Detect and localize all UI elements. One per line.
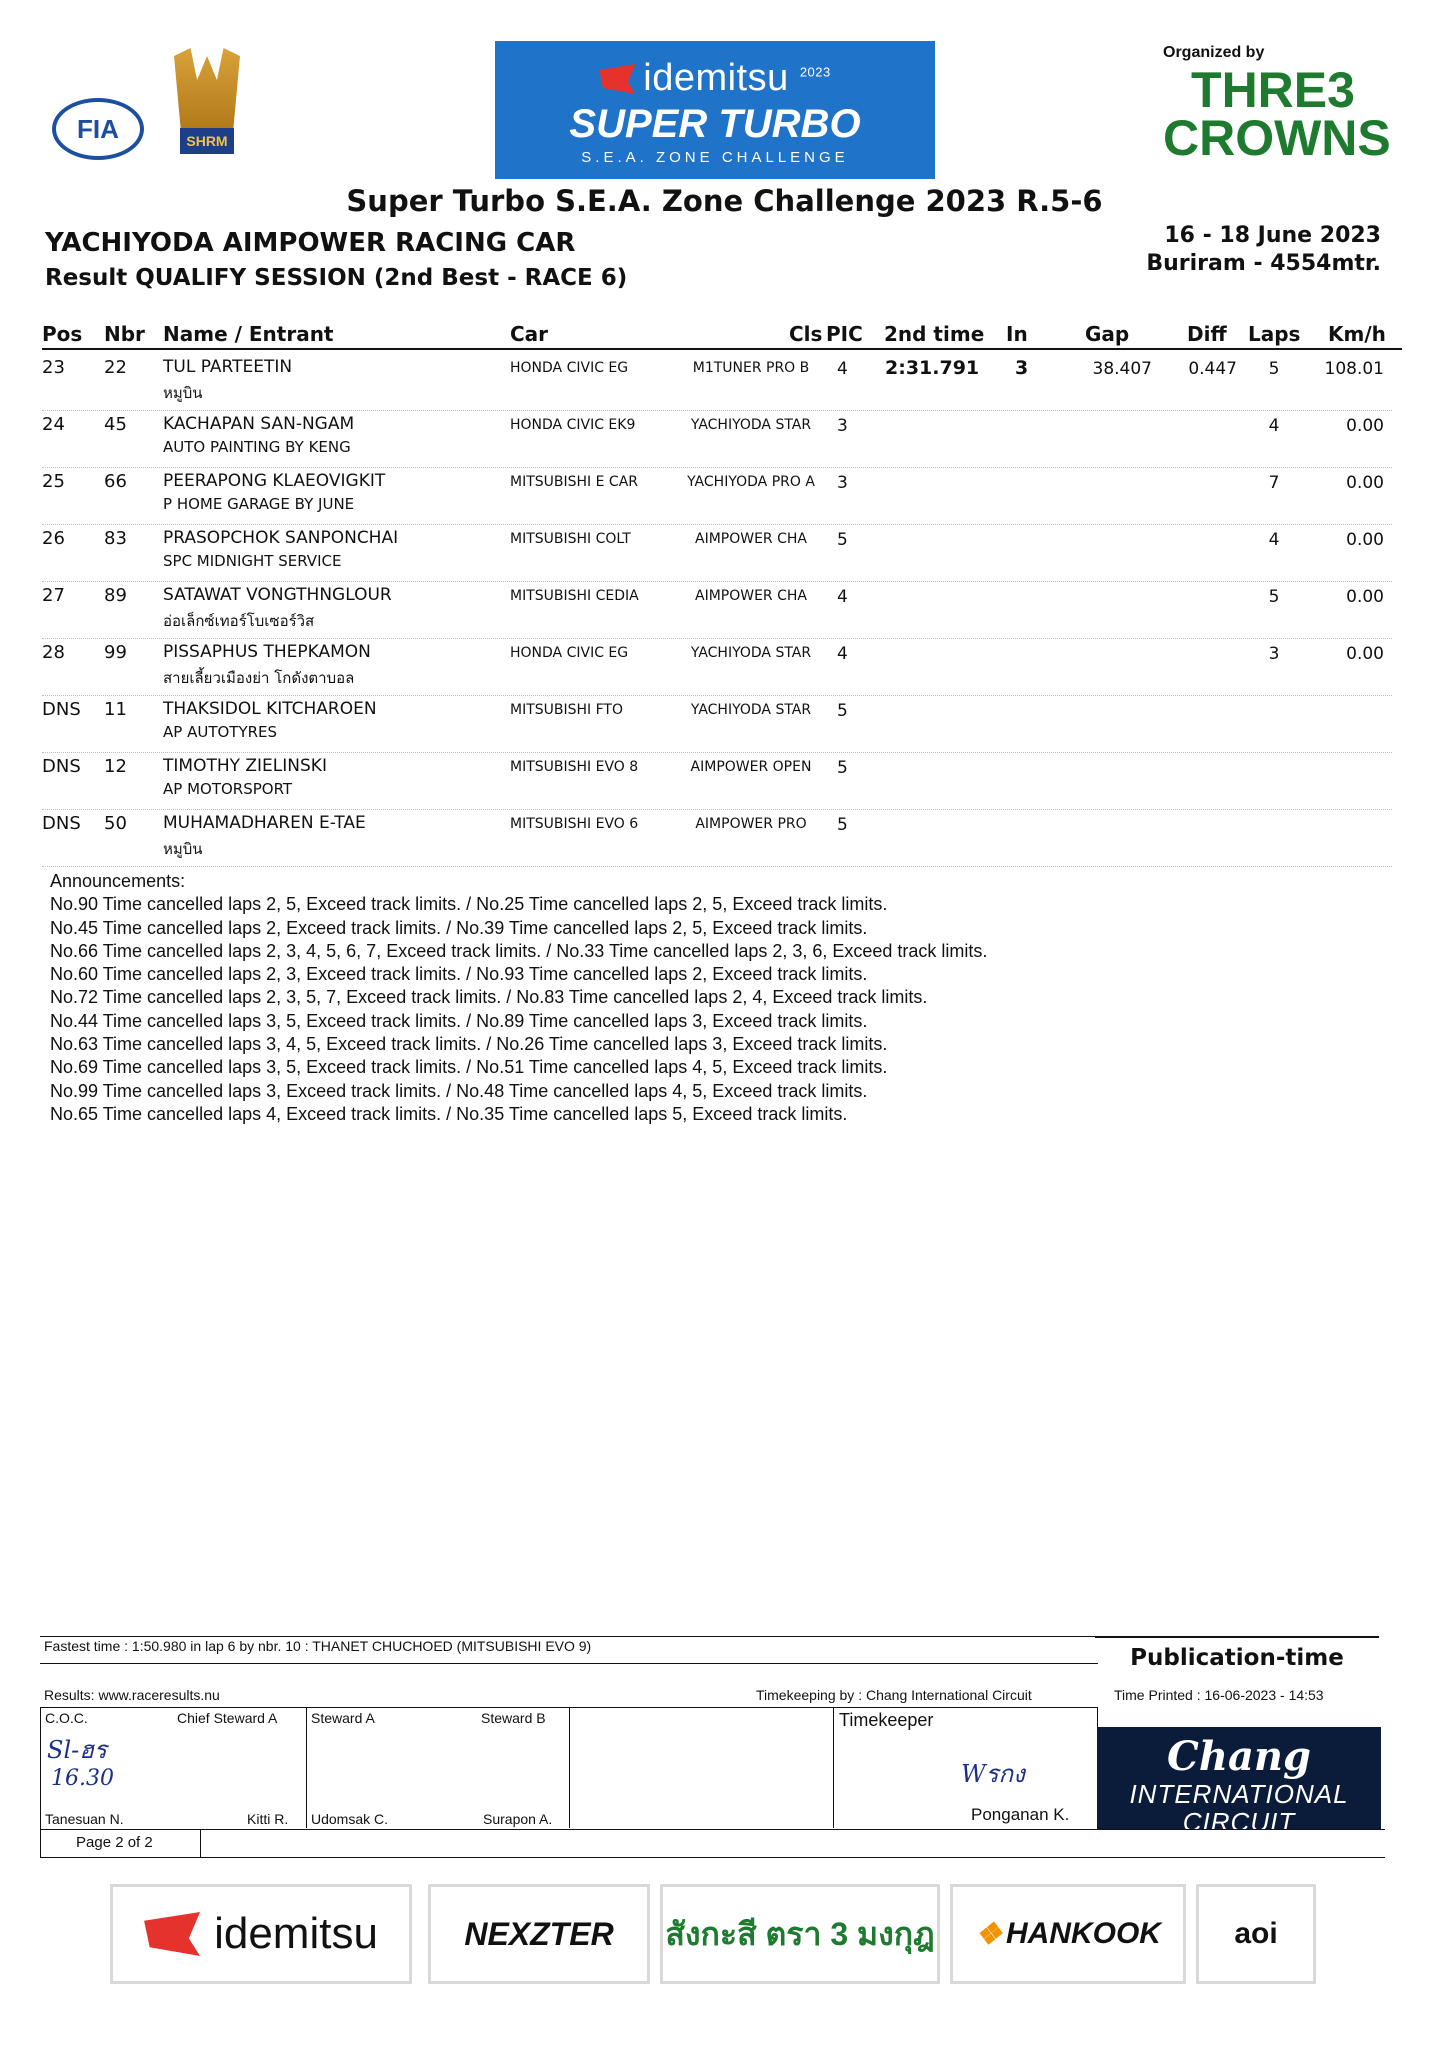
sponsor-hankook (950, 1884, 1186, 1984)
row-nbr: 22 (104, 357, 127, 378)
sponsor-aoi (1196, 1884, 1316, 1984)
event-name: YACHIYODA AIMPOWER RACING CAR (45, 228, 576, 258)
banner-subtitle: S.E.A. ZONE CHALLENGE (581, 149, 849, 166)
row-driver-name: TUL PARTEETIN (163, 357, 293, 377)
page-divider (200, 1830, 201, 1857)
row-in-lap: 3 (1015, 357, 1029, 379)
idemitsu-flag-icon (144, 1912, 200, 1956)
table-row (42, 410, 1392, 468)
sponsor-nexzter-text: NEXZTER (464, 1915, 614, 1952)
row-class: M1TUNER PRO B (692, 360, 810, 376)
row-entrant: AP AUTOTYRES (163, 723, 278, 741)
row-pos: DNS (42, 813, 81, 834)
event-dates: 16 - 18 June 2023 (1164, 223, 1381, 248)
page-box (40, 1829, 1385, 1858)
row-pos: 24 (42, 414, 65, 435)
row-nbr: 89 (104, 585, 127, 606)
row-kmh: 0.00 (1346, 587, 1384, 607)
idemitsu-flag-icon (599, 64, 635, 94)
col-cls: Cls (789, 322, 823, 346)
table-row (42, 353, 1392, 411)
publication-time-label: Publication-time (1130, 1645, 1344, 1671)
announcement-line: No.66 Time cancelled laps 2, 3, 4, 5, 6, 7, Exceed track limits. / No.33 Time cancelled laps 2, 3, 6, Exceed track limits. (50, 940, 988, 961)
row-nbr: 11 (104, 699, 127, 720)
row-pos: DNS (42, 699, 81, 720)
row-nbr: 50 (104, 813, 127, 834)
table-row (42, 752, 1392, 810)
time-printed: Time Printed : 16-06-2023 - 14:53 (1114, 1687, 1324, 1703)
row-pic: 3 (837, 416, 848, 436)
coc-signed-time: 16.30 (51, 1766, 114, 1791)
steward-b-label: Steward B (481, 1710, 546, 1726)
row-entrant: AP MOTORSPORT (163, 780, 293, 798)
timekeeper-label: Timekeeper (839, 1710, 934, 1730)
col-nbr: Nbr (104, 322, 145, 346)
row-kmh: 0.00 (1346, 416, 1384, 436)
row-nbr: 83 (104, 528, 127, 549)
fia-logo-text: FIA (77, 113, 119, 144)
col-pos: Pos (42, 322, 83, 346)
row-class: YACHIYODA PRO A (687, 474, 815, 490)
row-kmh: 0.00 (1346, 644, 1384, 664)
row-pos: DNS (42, 756, 81, 777)
col-laps: Laps (1248, 322, 1301, 346)
sponsor-idemitsu-text: idemitsu (214, 1909, 378, 1958)
row-class: YACHIYODA STAR (690, 645, 812, 661)
announcement-line: No.45 Time cancelled laps 2, Exceed track limits. / No.39 Time cancelled laps 2, 5, Exceed track limits. (50, 917, 868, 938)
row-laps: 3 (1268, 644, 1280, 664)
row-car: HONDA CIVIC EG (510, 360, 629, 376)
row-pic: 4 (837, 359, 848, 379)
announcements-title: Announcements: (50, 871, 186, 891)
announcement-line: No.90 Time cancelled laps 2, 5, Exceed track limits. / No.25 Time cancelled laps 2, 5, Exceed track limits. (50, 894, 888, 915)
row-entrant: สายเลี้ยวเมืองย่า โกดังตาบอล (163, 669, 355, 687)
row-2nd-time: 2:31.791 (885, 357, 980, 379)
timekeeper-name: Ponganan K. (971, 1805, 1070, 1824)
shrm-crest-icon (174, 48, 240, 128)
super-turbo-banner (495, 41, 935, 179)
coc-name: Tanesuan N. (45, 1811, 124, 1827)
row-pos: 27 (42, 585, 65, 606)
row-diff: 0.447 (1188, 359, 1237, 379)
row-class: YACHIYODA STAR (690, 702, 812, 718)
col-pic: PIC (826, 322, 863, 346)
signature-grid (40, 1707, 1098, 1829)
row-car: MITSUBISHI EVO 6 (510, 816, 639, 832)
table-row (42, 524, 1392, 582)
row-pic: 5 (837, 530, 848, 550)
announcement-line: No.63 Time cancelled laps 3, 4, 5, Exceed track limits. / No.26 Time cancelled laps 3, Exceed track limits. (50, 1034, 888, 1055)
banner-title: SUPER TURBO (569, 102, 861, 146)
row-driver-name: THAKSIDOL KITCHAROEN (163, 699, 377, 719)
announcement-line: No.44 Time cancelled laps 3, 5, Exceed track limits. / No.89 Time cancelled laps 3, Exceed track limits. (50, 1010, 868, 1031)
chief-steward-label: Chief Steward A (177, 1710, 278, 1726)
col-name: Name / Entrant (163, 322, 334, 346)
row-entrant: อ่อเล็กซ์เทอร์โบเซอร์วิส (163, 612, 315, 630)
row-laps: 5 (1268, 359, 1280, 379)
sponsor-three-crowns-text: สังกะสี ตรา 3 มงกุฎ (665, 1915, 935, 1952)
row-class: AIMPOWER OPEN (690, 759, 812, 775)
table-row (42, 638, 1392, 696)
col-2nd-time: 2nd time (884, 322, 985, 346)
banner-brand-text: idemitsu (643, 57, 789, 99)
sponsor-hankook-text: HANKOOK (1005, 1917, 1161, 1950)
organizer-logo (1163, 62, 1391, 166)
footer-top-rule (40, 1636, 1098, 1637)
row-pos: 25 (42, 471, 65, 492)
table-row (42, 809, 1392, 867)
row-driver-name: PEERAPONG KLAEOVIGKIT (163, 471, 386, 491)
row-car: MITSUBISHI COLT (510, 531, 631, 547)
row-pic: 5 (837, 701, 848, 721)
row-driver-name: KACHAPAN SAN-NGAM (163, 414, 355, 434)
chang-logo-line2: INTERNATIONAL (1129, 1779, 1349, 1809)
steward-a-name: Udomsak C. (311, 1811, 389, 1827)
results-table-header (42, 322, 1402, 350)
row-kmh: 0.00 (1346, 473, 1384, 493)
announcement-line: No.65 Time cancelled laps 4, Exceed track limits. / No.35 Time cancelled laps 5, Exceed track limits. (50, 1103, 848, 1124)
sponsor-nexzter (428, 1884, 650, 1984)
row-pic: 4 (837, 587, 848, 607)
col-kmh: Km/h (1328, 322, 1386, 346)
row-car: MITSUBISHI EVO 8 (510, 759, 639, 775)
row-driver-name: SATAWAT VONGTHNGLOUR (163, 585, 392, 605)
sponsor-three-crowns (660, 1884, 940, 1984)
table-row (42, 695, 1392, 753)
row-car: HONDA CIVIC EK9 (510, 417, 636, 433)
document-title: Super Turbo S.E.A. Zone Challenge 2023 R.5-6 (346, 184, 1103, 218)
col-in: In (1006, 322, 1028, 346)
sig-divider (569, 1708, 570, 1828)
coc-signature: Sl-ฮร (47, 1736, 107, 1764)
organizer-line2: CROWNS (1163, 110, 1391, 166)
sponsor-idemitsu (110, 1884, 412, 1984)
row-pic: 5 (837, 815, 848, 835)
row-entrant: SPC MIDNIGHT SERVICE (163, 552, 342, 570)
footer-rule (40, 1663, 1098, 1664)
col-diff: Diff (1187, 322, 1227, 346)
row-car: MITSUBISHI E CAR (510, 474, 638, 490)
row-pic: 5 (837, 758, 848, 778)
sig-divider (306, 1708, 307, 1828)
row-class: YACHIYODA STAR (690, 417, 812, 433)
row-nbr: 12 (104, 756, 127, 777)
fia-logo (52, 98, 144, 160)
organizer-line1: THRE3 (1191, 62, 1355, 118)
chief-steward-name: Kitti R. (247, 1811, 289, 1827)
col-car: Car (510, 322, 549, 346)
sig-divider (833, 1708, 834, 1828)
announcement-line: No.60 Time cancelled laps 2, 3, Exceed track limits. / No.93 Time cancelled laps 2, Exceed track limits. (50, 964, 868, 985)
coc-label: C.O.C. (45, 1710, 88, 1726)
row-entrant: AUTO PAINTING BY KENG (163, 438, 351, 456)
banner-brand (495, 57, 935, 100)
row-class: AIMPOWER CHA (695, 531, 807, 547)
row-nbr: 99 (104, 642, 127, 663)
row-nbr: 66 (104, 471, 127, 492)
page-divider (40, 1830, 41, 1857)
row-pos: 26 (42, 528, 65, 549)
row-driver-name: PISSAPHUS THEPKAMON (163, 642, 371, 662)
organized-by-label: Organized by (1163, 44, 1265, 61)
row-driver-name: PRASOPCHOK SANPONCHAI (163, 528, 399, 548)
row-nbr: 45 (104, 414, 127, 435)
row-driver-name: MUHAMADHAREN E-TAE (163, 813, 366, 833)
announcement-line: No.69 Time cancelled laps 3, 5, Exceed track limits. / No.51 Time cancelled laps 4, 5, Exceed track limits. (50, 1057, 888, 1078)
fastest-time: Fastest time : 1:50.980 in lap 6 by nbr. 10 : THANET CHUCHOED (MITSUBISHI EVO 9) (44, 1638, 592, 1654)
row-entrant: P HOME GARAGE BY JUNE (163, 495, 355, 513)
steward-a-label: Steward A (311, 1710, 375, 1726)
event-venue: Buriram - 4554mtr. (1146, 251, 1381, 276)
row-gap: 38.407 (1092, 359, 1152, 379)
session-name: Result QUALIFY SESSION (2nd Best - RACE 6) (45, 265, 628, 291)
row-car: MITSUBISHI FTO (510, 702, 623, 718)
row-kmh: 108.01 (1324, 359, 1384, 379)
row-entrant: หมูบิน (163, 840, 203, 858)
col-gap: Gap (1085, 322, 1130, 346)
table-row (42, 467, 1392, 525)
row-pic: 4 (837, 644, 848, 664)
row-car: HONDA CIVIC EG (510, 645, 629, 661)
row-driver-name: TIMOTHY ZIELINSKI (163, 756, 327, 776)
row-pos: 28 (42, 642, 65, 663)
announcement-line: No.72 Time cancelled laps 2, 3, 5, 7, Exceed track limits. / No.83 Time cancelled laps 2, 4, Exceed track limits. (50, 987, 928, 1008)
chang-logo-line3: CIRCUIT (1182, 1807, 1296, 1837)
chang-circuit-logo (1097, 1727, 1381, 1837)
timekeeper-signature: Wรกง (961, 1760, 1025, 1788)
row-class: AIMPOWER CHA (695, 588, 807, 604)
shrm-logo-text: SHRM (180, 128, 234, 154)
row-car: MITSUBISHI CEDIA (510, 588, 639, 604)
hankook-mark-icon: ❖ (975, 1917, 1002, 1951)
page-number: Page 2 of 2 (76, 1834, 153, 1851)
row-laps: 4 (1268, 530, 1280, 550)
row-entrant: หมูบิน (163, 384, 203, 402)
row-laps: 5 (1268, 587, 1280, 607)
sponsor-aoi-text: aoi (1234, 1917, 1278, 1950)
row-laps: 4 (1268, 416, 1280, 436)
row-pic: 3 (837, 473, 848, 493)
timekeeping-by: Timekeeping by : Chang International Circuit (756, 1687, 1032, 1703)
announcements (50, 870, 987, 1126)
row-class: AIMPOWER PRO (695, 816, 807, 832)
row-pos: 23 (42, 357, 65, 378)
chang-logo-line1: Chang (1167, 1733, 1311, 1780)
row-laps: 7 (1268, 473, 1280, 493)
shrm-logo (174, 48, 240, 160)
banner-year: 2023 (799, 64, 831, 80)
announcement-line: No.99 Time cancelled laps 3, Exceed track limits. / No.48 Time cancelled laps 4, 5, Exceed track limits. (50, 1080, 868, 1101)
table-row (42, 581, 1392, 639)
results-link: Results: www.raceresults.nu (44, 1687, 220, 1703)
steward-b-name: Surapon A. (483, 1811, 553, 1827)
row-kmh: 0.00 (1346, 530, 1384, 550)
